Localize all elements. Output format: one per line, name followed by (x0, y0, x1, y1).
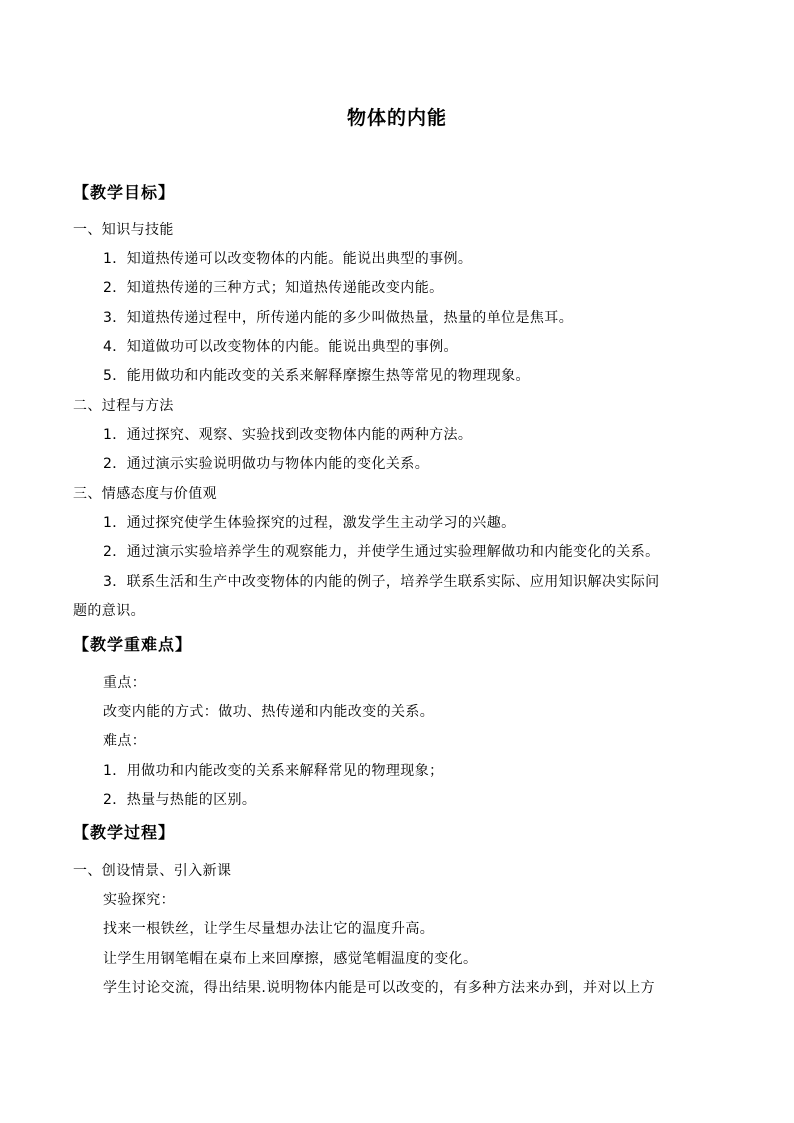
paragraph-line: 让学生用钢笔帽在桌布上来回摩擦，感觉笔帽温度的变化。 (103, 951, 478, 967)
list-item: 3．联系生活和生产中改变物体的内能的例子，培养学生联系实际、应用知识解决实际问 (103, 574, 660, 590)
list-item: 2．通过演示实验培养学生的观察能力，并使学生通过实验理解做功和内能变化的关系。 (103, 544, 660, 560)
difficulty-item: 2．热量与热能的区别。 (103, 792, 257, 808)
list-item: 5．能用做功和内能改变的关系来解释摩擦生热等常见的物理现象。 (103, 368, 530, 384)
list-item: 2．知道热传递的三种方式；知道热传递能改变内能。 (103, 280, 444, 296)
list-item: 4．知道做功可以改变物体的内能。能说出典型的事例。 (103, 339, 458, 355)
section-heading-objectives: 【教学目标】 (73, 183, 176, 202)
subheading-attitudes-values: 三、情感态度与价值观 (73, 486, 217, 502)
list-item: 1．通过探究使学生体验探究的过程，激发学生主动学习的兴趣。 (103, 515, 516, 531)
subheading-process-methods: 二、过程与方法 (73, 398, 174, 414)
key-point-text: 改变内能的方式：做功、热传递和内能改变的关系。 (103, 704, 435, 720)
section-heading-process: 【教学过程】 (73, 823, 176, 842)
difficulty-label: 难点： (103, 733, 147, 749)
subheading-knowledge-skills: 一、知识与技能 (73, 222, 174, 238)
section-heading-key-points: 【教学重难点】 (73, 635, 193, 654)
paragraph-line: 实验探究： (103, 892, 175, 908)
key-point-label: 重点： (103, 675, 147, 691)
list-item: 1．知道热传递可以改变物体的内能。能说出典型的事例。 (103, 251, 473, 267)
list-item: 3．知道热传递过程中，所传递内能的多少叫做热量，热量的单位是焦耳。 (103, 310, 574, 326)
list-item: 2．通过演示实验说明做功与物体内能的变化关系。 (103, 456, 430, 472)
list-item-continuation: 题的意识。 (73, 603, 145, 619)
list-item: 1．通过探究、观察、实验找到改变物体内能的两种方法。 (103, 427, 473, 443)
difficulty-item: 1．用做功和内能改变的关系来解释常见的物理现象； (103, 763, 444, 779)
paragraph-line: 学生讨论交流，得出结果.说明物体内能是可以改变的，有多种方法来办到，并对以上方 (103, 980, 656, 996)
subheading-introduction: 一、创设情景、引入新课 (73, 863, 232, 879)
paragraph-line: 找来一根铁丝，让学生尽量想办法让它的温度升高。 (103, 921, 435, 937)
document-title: 物体的内能 (346, 107, 447, 129)
